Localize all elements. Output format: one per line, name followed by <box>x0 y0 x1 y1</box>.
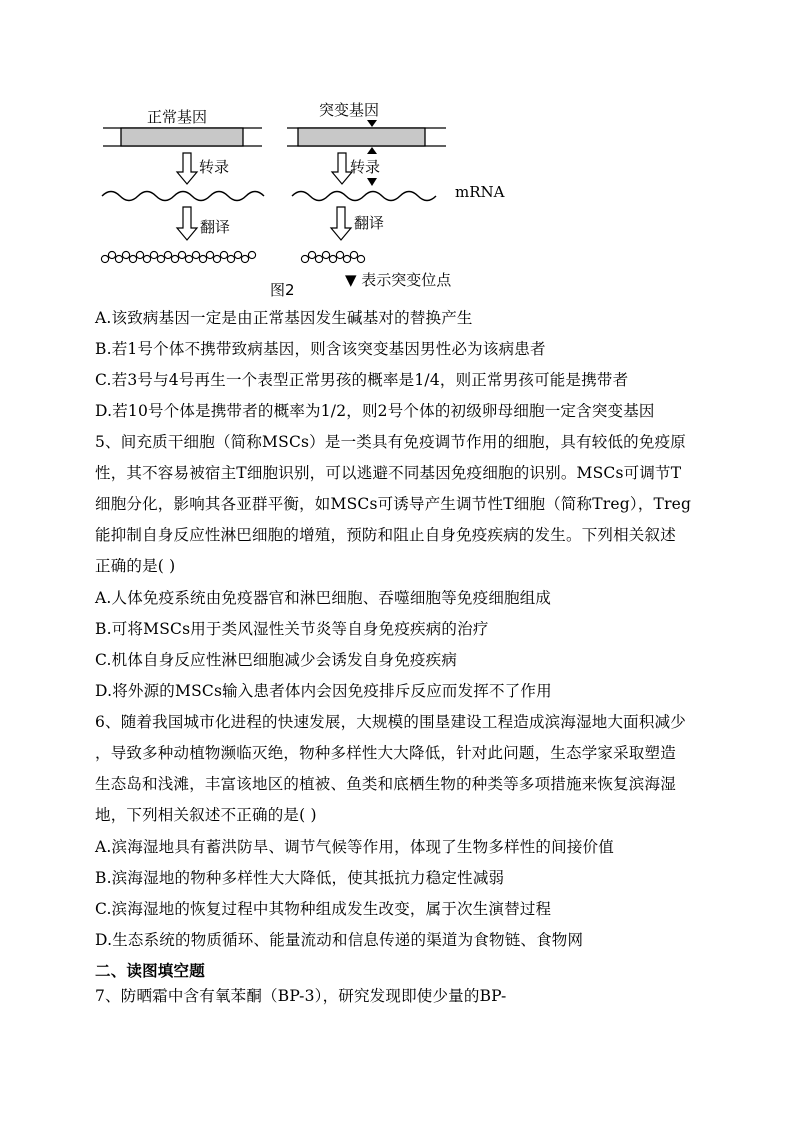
mutation-site-marker-bottom <box>367 147 377 154</box>
q6-option-a: A.滨海湿地具有蓄洪防旱、调节气候等作用，体现了生物多样性的间接价值 <box>95 838 614 856</box>
polypeptide-normal <box>101 251 255 262</box>
q5-option-b: B.可将MSCs用于类风湿性关节炎等自身免疫疾病的治疗 <box>95 620 489 638</box>
mutation-site-marker-mrna <box>367 178 377 186</box>
polypeptide-mutant <box>301 251 364 262</box>
q4-option-a: A.该致病基因一定是由正常基因发生碱基对的替换产生 <box>95 309 473 327</box>
normal-gene-dna <box>103 128 262 146</box>
q5-stem-line: 性，其不容易被宿主T细胞识别，可以逃避不同基因免疫细胞的识别。MSCs可调节T <box>95 464 682 482</box>
q6-option-c: C.滨海湿地的恢复过程中其物种组成发生改变，属于次生演替过程 <box>95 900 552 918</box>
q5-stem-line: 正确的是( ) <box>95 557 176 575</box>
q5-stem-line: 能抑制自身反应性淋巴细胞的增殖，预防和阻止自身免疫疾病的发生。下列相关叙述 <box>95 526 676 544</box>
transcription-arrow-right <box>332 153 352 184</box>
mutant-gene-dna <box>287 128 446 146</box>
mutation-site-legend: ▼ 表示突变位点 <box>345 271 452 289</box>
q4-option-d: D.若10号个体是携带者的概率为1/2，则2号个体的初级卵母细胞一定含突变基因 <box>95 402 655 420</box>
translation-label-right: 翻译 <box>354 214 385 232</box>
q7-stem: 7、防晒霜中含有氧苯酮（BP-3），研究发现即使少量的BP- <box>95 987 507 1005</box>
translation-arrow-left <box>177 207 197 240</box>
q5-option-d: D.将外源的MSCs输入患者体内会因免疫排斥反应而发挥不了作用 <box>95 682 552 700</box>
q6-stem-line: 地，下列相关叙述不正确的是( ) <box>95 806 317 824</box>
translation-label-left: 翻译 <box>200 218 231 236</box>
q5-stem <box>95 427 695 582</box>
q6-stem-line: 生态岛和浅滩，丰富该地区的植被、鱼类和底栖生物的种类等多项措施来恢复滨海湿 <box>95 775 676 793</box>
figure-2 <box>0 0 794 300</box>
q5-stem-line: 5、间充质干细胞（简称MSCs）是一类具有免疫调节作用的细胞，具有较低的免疫原 <box>95 433 686 451</box>
q5-option-c: C.机体自身反应性淋巴细胞减少会诱发自身免疫疾病 <box>95 651 458 669</box>
normal-gene-label: 正常基因 <box>147 108 208 126</box>
mutation-site-marker-top <box>367 120 377 127</box>
q6-option-b: B.滨海湿地的物种多样性大大降低，使其抵抗力稳定性减弱 <box>95 869 505 887</box>
figure-caption: 图2 <box>270 281 295 299</box>
gene-expression-diagram <box>0 0 794 300</box>
q4-option-b: B.若1号个体不携带致病基因，则含该突变基因男性必为该病患者 <box>95 340 546 358</box>
q6-option-d: D.生态系统的物质循环、能量流动和信息传递的渠道为食物链、食物网 <box>95 931 584 949</box>
mrna-wave-left <box>102 192 264 201</box>
q5-option-a: A.人体免疫系统由免疫器官和淋巴细胞、吞噬细胞等免疫细胞组成 <box>95 589 552 607</box>
q6-stem-line: 6、随着我国城市化进程的快速发展，大规模的围垦建设工程造成滨海湿地大面积减少 <box>95 713 686 731</box>
q6-stem <box>95 707 695 831</box>
section-heading: 二、读图填空题 <box>95 961 205 980</box>
transcription-label-left: 转录 <box>199 158 230 176</box>
transcription-arrow-left <box>177 153 197 184</box>
mrna-label: mRNA <box>455 183 505 201</box>
translation-arrow-right <box>331 207 351 240</box>
mrna-wave-right <box>292 192 436 201</box>
mutant-gene-label: 突变基因 <box>319 101 380 119</box>
q6-stem-line: ，导致多种动植物濒临灭绝，物种多样性大大降低，针对此问题，生态学家采取塑造 <box>95 744 676 762</box>
q5-stem-line: 细胞分化，影响其各亚群平衡，如MSCs可诱导产生调节性T细胞（简称Treg），Treg <box>95 495 692 513</box>
q4-option-c: C.若3号与4号再生一个表型正常男孩的概率是1/4，则正常男孩可能是携带者 <box>95 371 629 389</box>
transcription-label-right: 转录 <box>350 158 381 176</box>
